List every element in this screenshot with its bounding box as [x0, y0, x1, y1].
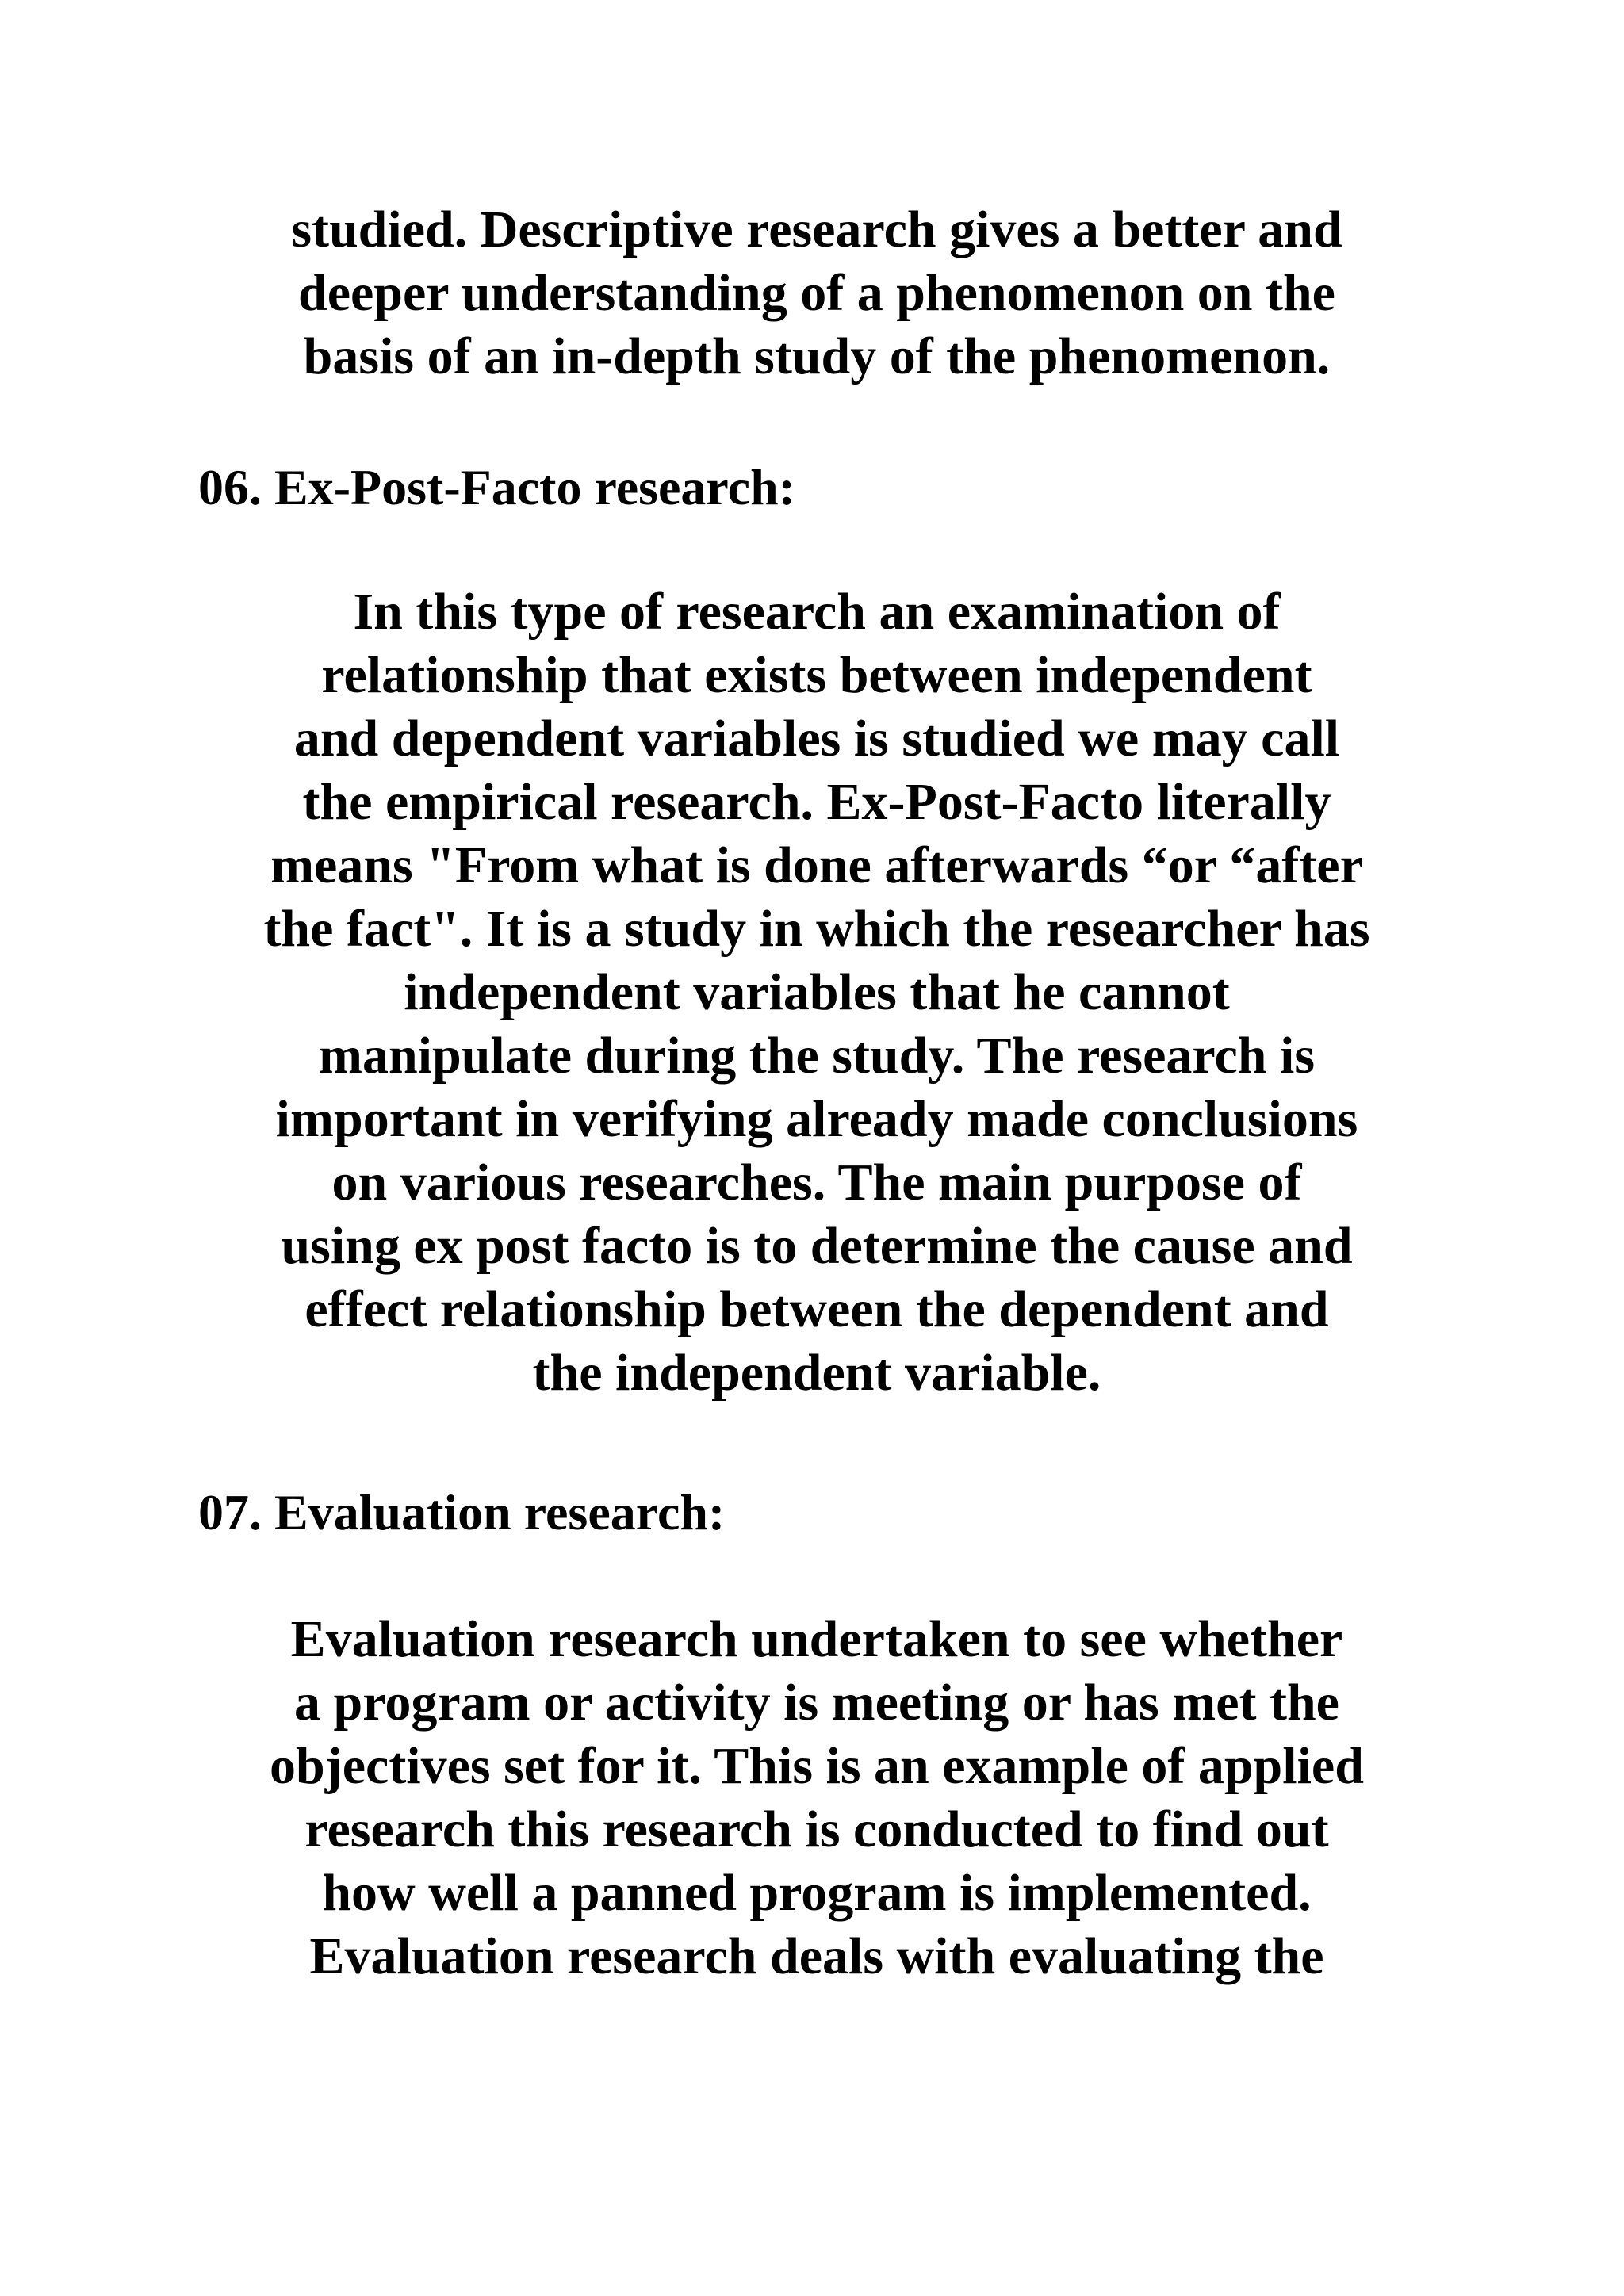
paragraph-line: manipulate during the study. The research is	[318, 1027, 1316, 1085]
paragraph-line: independent variables that he cannot	[404, 963, 1230, 1021]
ex-post-facto-paragraph	[198, 580, 1435, 1405]
paragraph-line: and dependent variables is studied we may call	[293, 710, 1340, 767]
paragraph-line: using ex post facto is to determine the cause and	[281, 1217, 1353, 1275]
paragraph-line: In this type of research an examination of	[353, 583, 1281, 641]
paragraph-line: on various researches. The main purpose of	[331, 1154, 1302, 1211]
paragraph-line: Evaluation research undertaken to see whether	[290, 1610, 1343, 1668]
paragraph-line: basis of an in-depth study of the phenomenon.	[303, 327, 1331, 385]
paragraph-line: deeper understanding of a phenomenon on the	[298, 264, 1335, 322]
paragraph-line: how well a panned program is implemented.	[322, 1864, 1312, 1922]
section-heading-evaluation: 07. Evaluation research:	[198, 1484, 726, 1540]
paragraph-line: the independent variable.	[532, 1344, 1101, 1402]
paragraph-line: studied. Descriptive research gives a better and	[291, 201, 1342, 258]
paragraph-line: research this research is conducted to find out	[304, 1800, 1329, 1858]
paragraph-line: objectives set for it. This is an example of applied	[270, 1737, 1364, 1795]
paragraph-line: the fact". It is a study in which the researcher has	[263, 900, 1370, 958]
evaluation-paragraph	[198, 1608, 1435, 1988]
paragraph-line: relationship that exists between independent	[321, 646, 1312, 704]
paragraph-line: Evaluation research deals with evaluating the	[309, 1927, 1324, 1985]
paragraph-line: a program or activity is meeting or has met the	[294, 1674, 1339, 1732]
paragraph-line: effect relationship between the dependent and	[304, 1280, 1329, 1338]
paragraph-line: means "From what is done afterwards “or “after	[270, 836, 1363, 894]
intro-paragraph	[198, 198, 1435, 388]
section-heading-ex-post-facto: 06. Ex-Post-Facto research:	[198, 459, 795, 515]
paragraph-line: important in verifying already made conclusions	[275, 1090, 1358, 1148]
paragraph-line: the empirical research. Ex-Post-Facto literally	[302, 773, 1331, 831]
